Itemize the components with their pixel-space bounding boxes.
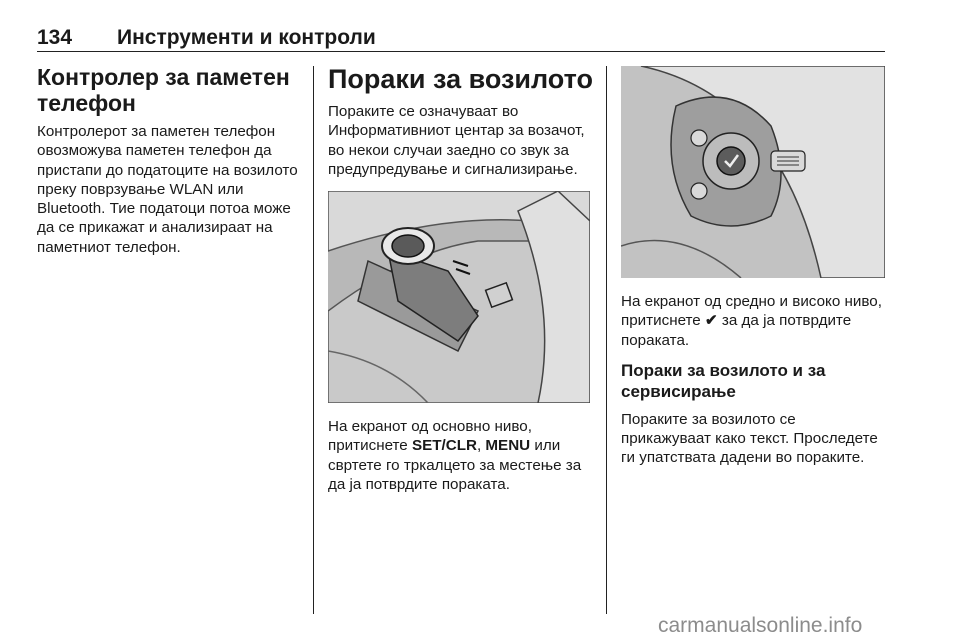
steering-wheel-illustration [621, 66, 885, 278]
right-column [621, 66, 885, 468]
section-heading-vehicle-messages: Пораки за возилото [328, 64, 593, 94]
caption-separator: , [476, 437, 486, 455]
page-header [37, 26, 887, 52]
watermark: carmanualsonline.info [658, 614, 863, 637]
steering-caption [621, 292, 885, 350]
caption-text: за да ја потврдите пораката. [621, 312, 852, 349]
caption-text: или свртете го тркалцето за местење за да ја потврдите пораката. [328, 437, 582, 494]
column-divider-right [606, 66, 607, 614]
header-divider [37, 51, 885, 52]
figure-turn-signal-lever [328, 191, 590, 403]
caption-text: На екранот од средно и високо ниво, притиснете [621, 293, 882, 330]
section-heading-smartphone-controller: Контролер за паметен телефон [37, 64, 290, 116]
chapter-title: Инструменти и контроли [117, 26, 376, 49]
middle-column [328, 64, 594, 494]
smartphone-controller-text: Контролерот за паметен телефон овозможува паметен телефон да пристапи до податоците на возилото преку поврзување WLAN или Bluetooth. Тие податоци потоа може да се прикажат и анализираат на паметниот телефон. [37, 123, 298, 256]
lever-caption [328, 417, 594, 494]
checkmark-icon: ✔ [704, 312, 718, 330]
lever-illustration [328, 191, 590, 403]
page-number: 134 [37, 26, 73, 49]
column-divider-left [313, 66, 314, 614]
menu-key-label: MENU [485, 437, 531, 455]
subheading-vehicle-service-messages: Пораки за возилото и за сервисирање [621, 360, 826, 401]
caption-text: На екранот од основно ниво, притиснете [328, 418, 532, 455]
vehicle-messages-intro: Пораките се означуваат во Информативниот центар за возачот, во некои случаи заедно со звук за предупредување и сигнализирање. [328, 103, 585, 178]
set-clr-key-label: SET/CLR [411, 437, 477, 455]
service-messages-text: Пораките за возилото се прикажуваат како текст. Проследете ги упатствата дадени во пораките. [621, 410, 878, 467]
left-column [37, 64, 299, 257]
figure-steering-wheel [621, 66, 885, 278]
